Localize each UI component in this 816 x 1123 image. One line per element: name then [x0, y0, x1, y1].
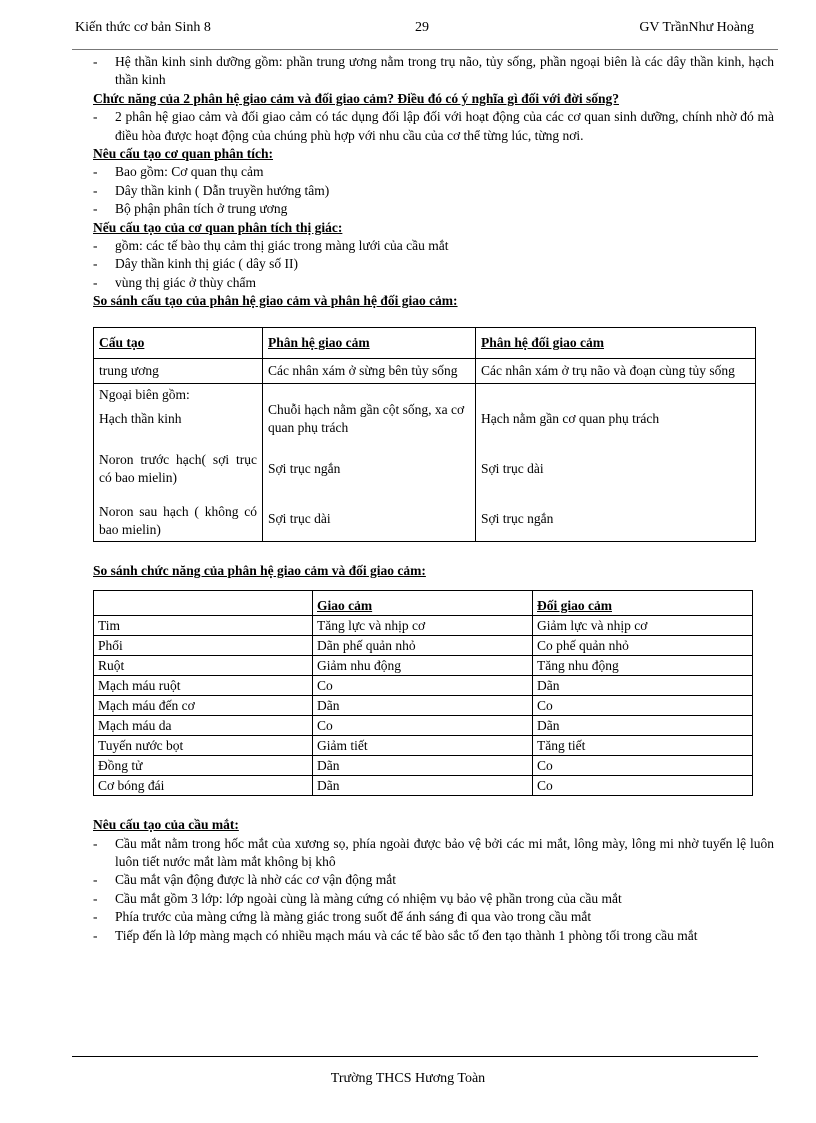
- peripheral-label: Ngoại biên gồm:: [99, 386, 190, 402]
- list-item: - Bao gồm: Cơ quan thụ cảm: [93, 163, 774, 181]
- table-cell: Noron trước hạch( sợi trục có bao mielin): [94, 441, 263, 497]
- list-item: - gồm: các tế bào thụ cảm thị giác trong màng lưới của cầu mắt: [93, 237, 774, 255]
- section-heading: Nếu cấu tạo của cơ quan phân tích thị giác:: [93, 219, 343, 235]
- section-heading: Chức năng của 2 phân hệ giao cảm và đối giao cảm? Điều đó có ý nghĩa gì đối với đời sống?: [93, 90, 619, 106]
- list-item: - Bộ phận phân tích ở trung ương: [93, 200, 774, 218]
- table-cell: Ruột: [94, 656, 313, 676]
- table-cell: Tăng lực và nhịp cơ: [313, 616, 533, 636]
- list-item: - 2 phân hệ giao cảm và đối giao cảm có tác dụng đối lập đối với hoạt động của các cơ quan sinh dưỡng, chính nhờ đó mà điều hòa được hoạt động của chúng phù hợp với nhu cầu của cơ thể từng lúc, từng nơi.: [93, 108, 774, 145]
- table-row: [94, 616, 753, 636]
- table-cell: Cơ bóng đái: [94, 776, 313, 796]
- table-cell: Tim: [94, 616, 313, 636]
- table-header-cell: Phân hệ đối giao cảm: [476, 327, 756, 358]
- table-row: [94, 358, 756, 383]
- intro-list: [93, 53, 774, 90]
- table-row: [94, 716, 753, 736]
- table-cell: Tuyến nước bọt: [94, 736, 313, 756]
- bullet-list: [93, 835, 774, 945]
- table-cell: Dãn: [313, 756, 533, 776]
- table-cell: trung ương: [94, 358, 263, 383]
- table-row: [94, 676, 753, 696]
- table-row: [94, 736, 753, 756]
- table-row: [94, 696, 753, 716]
- list-item: - vùng thị giác ở thùy chẩm: [93, 274, 774, 292]
- table-cell: Dãn phế quản nhỏ: [313, 636, 533, 656]
- table-cell: Co: [313, 676, 533, 696]
- table-header-row: [94, 591, 753, 616]
- function-comparison-table: [93, 590, 753, 796]
- section-heading: Nêu cấu tạo cơ quan phân tích:: [93, 146, 274, 162]
- table-header-cell: Cấu tạo: [94, 327, 263, 358]
- table-cell: Co phế quản nhỏ: [533, 636, 753, 656]
- page-footer: Trường THCS Hương Toàn: [330, 1071, 486, 1086]
- table-cell: Noron sau hạch ( không có bao mielin): [94, 497, 263, 542]
- table-cell: Các nhân xám ở trụ não và đoạn cùng tủy sống: [476, 358, 756, 383]
- table-cell: Co: [533, 776, 753, 796]
- table-cell: Hạch nằm gần cơ quan phụ trách: [476, 383, 756, 441]
- table-cell: Mạch máu ruột: [94, 676, 313, 696]
- table-cell: Tăng tiết: [533, 736, 753, 756]
- table-row: [94, 497, 756, 542]
- table-cell: Sợi trục ngắn: [263, 441, 476, 497]
- table-cell: Dãn: [313, 696, 533, 716]
- header-teacher: GV TrầnNhư Hoàng: [639, 20, 754, 35]
- table-cell: Sợi trục dài: [263, 497, 476, 542]
- table-cell: Các nhân xám ở sừng bên tủy sống: [263, 358, 476, 383]
- table-cell: Sợi trục ngắn: [476, 497, 756, 542]
- table-cell: Mạch máu đến cơ: [94, 696, 313, 716]
- bullet-list: [93, 163, 774, 218]
- table-header-cell: Đối giao cảm: [533, 591, 753, 616]
- table-row: [94, 656, 753, 676]
- table-cell: Mạch máu da: [94, 716, 313, 736]
- section-heading: Nêu cấu tạo của cầu mắt:: [93, 817, 239, 833]
- table-row: [94, 383, 756, 441]
- header-subject: Kiến thức cơ bản Sinh 8: [75, 20, 211, 35]
- table-cell: Dãn: [313, 776, 533, 796]
- list-item: - Tiếp đến là lớp màng mạch có nhiều mạch máu và các tế bào sắc tố đen tạo thành 1 phòng tối trong cầu mắt: [93, 927, 774, 945]
- table-cell: Co: [533, 696, 753, 716]
- table-cell: Chuỗi hạch nằm gần cột sống, xa cơ quan phụ trách: [263, 383, 476, 441]
- page-number: 29: [415, 20, 429, 35]
- table-cell: Dãn: [533, 676, 753, 696]
- table-row: [94, 776, 753, 796]
- table-cell: Giảm lực và nhịp cơ: [533, 616, 753, 636]
- table-cell: Dãn: [533, 716, 753, 736]
- table-header-cell: Phân hệ giao cảm: [263, 327, 476, 358]
- table-row: [94, 441, 756, 497]
- page-header: [75, 20, 754, 40]
- list-item: - Cầu mắt nằm trong hốc mắt của xương sọ, phía ngoài được bảo vệ bởi các mi mắt, lông mày, lông mi nhờ tuyến lệ luôn luôn tiết nước mắt làm mắt không bị khô: [93, 835, 774, 872]
- footer-rule: [72, 1056, 758, 1057]
- table-header-row: [94, 327, 756, 358]
- table-row: [94, 756, 753, 776]
- section-heading: So sánh chức năng của phân hệ giao cảm và đối giao cảm:: [93, 562, 426, 578]
- table-cell: Sợi trục dài: [476, 441, 756, 497]
- table-cell: [94, 383, 263, 441]
- list-item: - Cầu mắt gồm 3 lớp: lớp ngoài cùng là màng cứng có nhiệm vụ bảo vệ phần trong của cầu mắt: [93, 890, 774, 908]
- table-header-cell: [94, 591, 313, 616]
- table-cell: Phổi: [94, 636, 313, 656]
- list-item: - Cầu mắt vận động được là nhờ các cơ vận động mắt: [93, 871, 774, 889]
- section-heading: So sánh cấu tạo của phân hệ giao cảm và phân hệ đối giao cảm:: [93, 293, 458, 309]
- list-item: - Hệ thần kinh sinh dưỡng gồm: phần trung ương nằm trong trụ não, tủy sống, phần ngoại biên là các dây thần kinh, hạch thần kinh: [93, 53, 774, 90]
- structure-comparison-table: [93, 327, 756, 542]
- bullet-list: [93, 108, 774, 145]
- table-cell: Co: [313, 716, 533, 736]
- table-cell: Đồng tử: [94, 756, 313, 776]
- table-cell: Giảm nhu động: [313, 656, 533, 676]
- bullet-list: [93, 237, 774, 292]
- cell-text: Hạch thần kinh: [99, 410, 182, 426]
- list-item: - Dây thần kinh ( Dẫn truyền hướng tâm): [93, 182, 774, 200]
- document-body: [93, 53, 774, 945]
- table-cell: Giảm tiết: [313, 736, 533, 756]
- list-item: - Dây thần kinh thị giác ( dây số II): [93, 255, 774, 273]
- list-item: - Phía trước của màng cứng là màng giác trong suốt để ánh sáng đi qua vào trong cầu mắt: [93, 908, 774, 926]
- table-cell: Co: [533, 756, 753, 776]
- table-header-cell: Giao cảm: [313, 591, 533, 616]
- header-rule: [72, 49, 778, 50]
- table-row: [94, 636, 753, 656]
- table-cell: Tăng nhu động: [533, 656, 753, 676]
